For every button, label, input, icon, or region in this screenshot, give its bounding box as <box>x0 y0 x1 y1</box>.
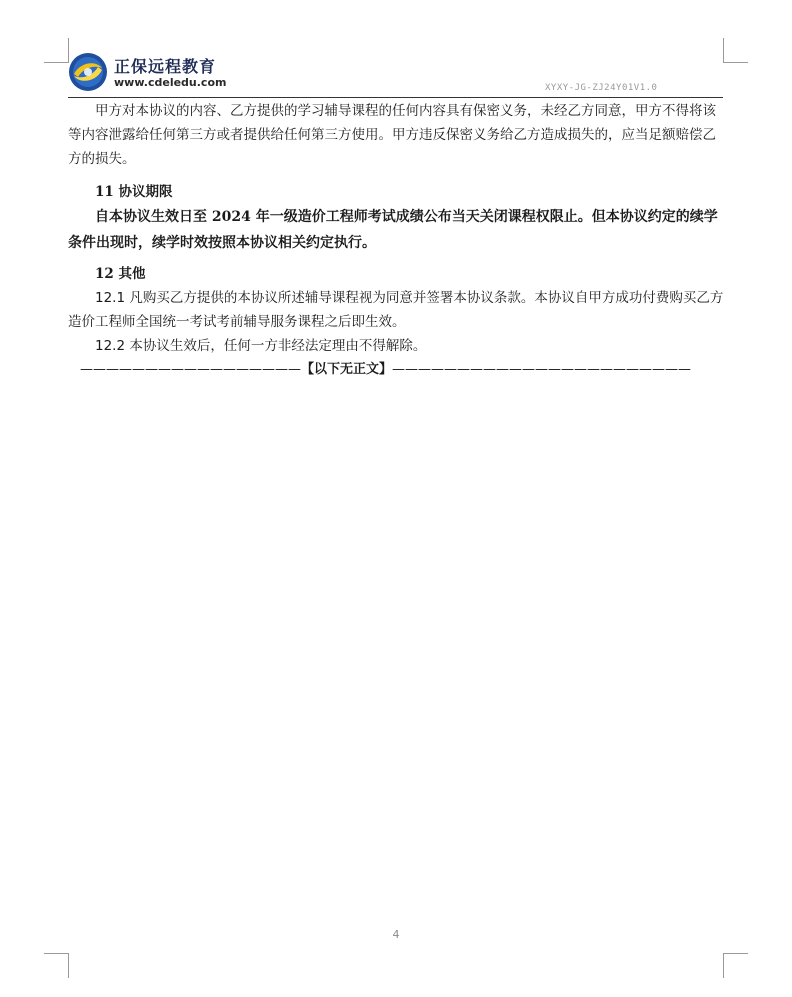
section-12-heading: 12 其他 <box>95 266 146 282</box>
crop-mark-bottom-left <box>44 953 69 978</box>
header-divider <box>68 97 723 98</box>
section-12-item-1: 12.1 凡购买乙方提供的本协议所述辅导课程视为同意并签署本协议条款。本协议自甲方成功付费购买乙方造价工程师全国统一考试考前辅导服务课程之后即生效。 <box>68 290 724 330</box>
crop-mark-top-right <box>723 38 748 63</box>
end-marker-label: 【以下无正文】 <box>301 362 393 377</box>
brand-name: 正保远程教育 <box>114 57 217 76</box>
section-11-text: 自本协议生效日至 2024 年一级造价工程师考试成绩公布当天关闭课程权限止。但本协议约定的续学条件出现时，续学时效按照本协议相关约定执行。 <box>68 209 718 251</box>
company-logo-icon <box>68 52 108 92</box>
section-11-heading: 11 协议期限 <box>95 184 173 200</box>
document-code: XYXY-JG-ZJ24Y01V1.0 <box>545 83 658 93</box>
end-marker-left-dashes: ————————————————— <box>80 362 301 377</box>
page-number: 4 <box>392 928 400 941</box>
brand-url: www.cdeledu.com <box>114 76 227 89</box>
section-12-item-2: 12.2 本协议生效后，任何一方非经法定理由不得解除。 <box>95 338 427 354</box>
end-marker-right-dashes: ——————————————————————— <box>392 362 692 377</box>
document-body <box>68 99 728 382</box>
crop-mark-bottom-right <box>723 953 748 978</box>
end-of-text-marker <box>68 358 728 382</box>
confidentiality-paragraph: 甲方对本协议的内容、乙方提供的学习辅导课程的任何内容具有保密义务，未经乙方同意，甲方不得将该等内容泄露给任何第三方或者提供给任何第三方使用。甲方违反保密义务给乙方造成损失的，应当足额赔偿乙方的损失。 <box>68 103 716 167</box>
crop-mark-top-left <box>44 38 69 63</box>
